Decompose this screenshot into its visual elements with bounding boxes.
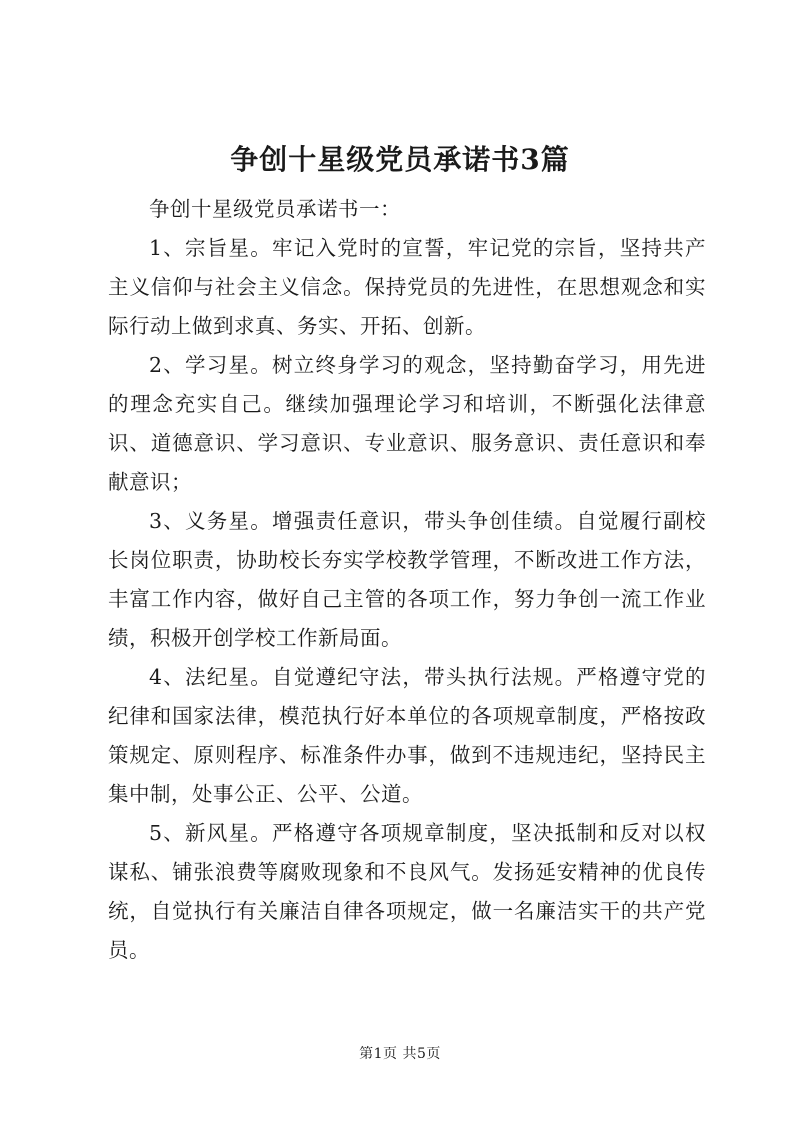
document-body [108,190,706,970]
document-title: 争创十星级党员承诺书3篇 [230,143,570,176]
page-number: 第1页 共5页 [359,1046,441,1062]
paragraph-zongzhi: 1、宗旨星。牢记入党时的宣誓，牢记党的宗旨，坚持共产主义信仰与社会主义信念。保持党员的先进性，在思想观念和实际行动上做到求真、务实、开拓、创新。 [108,236,706,338]
section-heading: 争创十星级党员承诺书一： [149,197,401,221]
paragraph-faji: 4、法纪星。自觉遵纪守法，带头执行法规。严格遵守党的纪律和国家法律，模范执行好本单位的各项规章制度，严格按政策规定、原则程序、标准条件办事，做到不违规违纪，坚持民主集中制，处事公正、公平、公道。 [108,665,706,806]
paragraph-xinfeng: 5、新风星。严格遵守各项规章制度，坚决抵制和反对以权谋私、铺张浪费等腐败现象和不良风气。发扬延安精神的优良传统，自觉执行有关廉洁自律各项规定，做一名廉洁实干的共产党员。 [108,821,706,962]
paragraph-xuexi: 2、学习星。树立终身学习的观念，坚持勤奋学习，用先进的理念充实自己。继续加强理论学习和培训，不断强化法律意识、道德意识、学习意识、专业意识、服务意识、责任意识和奉献意识； [108,353,706,494]
page-footer [0,1044,800,1064]
paragraph-yiwu: 3、义务星。增强责任意识，带头争创佳绩。自觉履行副校长岗位职责，协助校长夯实学校教学管理，不断改进工作方法，丰富工作内容，做好自己主管的各项工作，努力争创一流工作业绩，积极开创学校工作新局面。 [108,509,706,650]
